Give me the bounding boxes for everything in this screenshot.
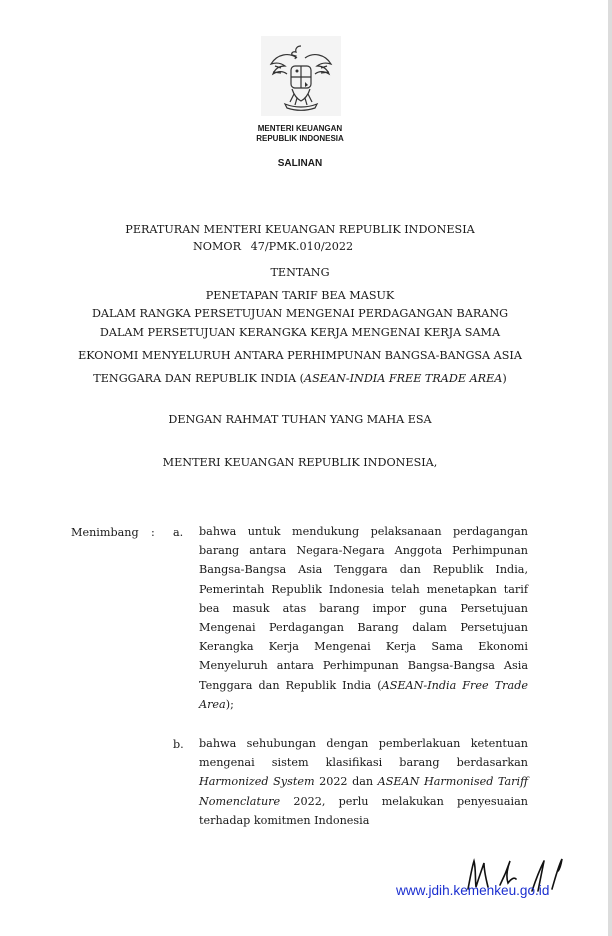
issuer-line-2: REPUBLIK INDONESIA [256,134,344,143]
jdih-url-link[interactable]: www.jdih.kemenkeu.go.id [396,883,550,898]
garuda-emblem-icon [261,36,341,116]
number-label: NOMOR [193,240,242,253]
considering-label: Menimbang [71,526,139,539]
regulation-number [193,240,353,253]
item-a-marker: a. [173,526,184,539]
copy-label: SALINAN [277,158,323,169]
item-b-text: bahwa sehubungan dengan pemberlakuan ketentuan mengenai sistem klasifikasi barang berdasarkan Harmonized System 2022 dan ASEAN Harmonised Tariff Nomenclature 2022, perlu melakukan penyesuaian terhadap komitmen Indonesia [199,737,528,827]
about-heading: TENTANG [270,266,330,279]
subject-line-1: PENETAPAN TARIF BEA MASUK [205,289,395,302]
number-value: 47/PMK.010/2022 [250,240,354,253]
item-a-text: bahwa untuk mendukung pelaksanaan perdagangan barang antara Negara-Negara Anggota Perhimpunan Bangsa-Bangsa Asia Tenggara dan Republik India, Pemerintah Republik Indonesia telah menetapkan tarif bea masuk atas barang impor guna Persetujuan Mengenai Perdagangan Barang dalam Persetujuan Kerangka Kerja Mengenai Kerja Sama Ekonomi Menyeluruh antara Perhimpunan Bangsa-Bangsa Asia Tenggara dan Republik India (ASEAN-India Free Trade Area); [199,525,528,711]
page-edge [608,0,612,936]
subject-line-5: TENGGARA DAN REPUBLIK INDIA (ASEAN-INDIA FREE TRADE AREA) [93,372,507,385]
subject-line-3: DALAM PERSETUJUAN KERANGKA KERJA MENGENAI KERJA SAMA [99,326,501,339]
regulation-title: PERATURAN MENTERI KEUANGAN REPUBLIK INDONESIA [125,223,475,236]
blessing-line: DENGAN RAHMAT TUHAN YANG MAHA ESA [168,413,432,426]
authority-line: MENTERI KEUANGAN REPUBLIK INDONESIA, [162,456,438,469]
item-b-marker: b. [173,738,184,751]
issuer-line-1: MENTERI KEUANGAN [257,124,343,133]
subject-line-4: EKONOMI MENYELURUH ANTARA PERHIMPUNAN BANGSA-BANGSA ASIA [78,349,522,362]
subject-line-2: DALAM RANGKA PERSETUJUAN MENGENAI PERDAGANGAN BARANG [91,307,509,320]
issuer-name [0,124,600,144]
considering-colon: : [151,526,155,539]
